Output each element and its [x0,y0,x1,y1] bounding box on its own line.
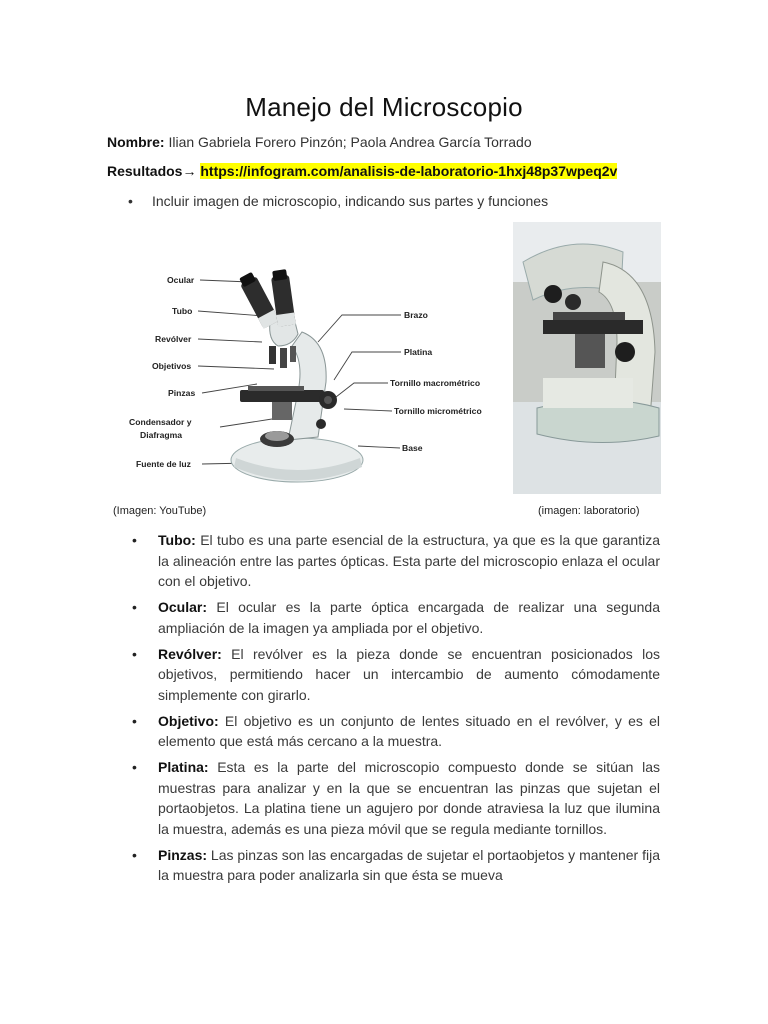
microscope-icon [231,269,363,482]
bullet-icon: • [132,645,137,662]
list-item: • Tubo: El tubo es una parte esencial de la estructura, ya que es la que garantiza la alineación entre las partes ópticas. Esta parte del microscopio enlaza el ocular con el objetivo. [132,532,660,589]
nombre-label: Nombre: [107,134,165,150]
label-ocular: Ocular [167,275,195,285]
caption-left: (Imagen: YouTube) [113,505,207,517]
label-tubo: Tubo [172,306,193,316]
list-item: • Ocular: El ocular es la parte óptica encargada de realizar una segunda ampliación de la imagen ya ampliada por el objetivo. [132,599,660,636]
bullet-icon: • [128,193,133,209]
list-item: • Platina: Esta es la parte del microscopio compuesto donde se sitúan las muestras para analizar y en la que se encuentran las pinzas que sujetan el portaobjetos. La platina tiene un agujero por donde atraviesa la luz que ilumina la muestra, además es una pieza móvil que se regula mediante tornillos. [132,759,660,837]
label-tornillo-micrometrico: Tornillo micrométrico [394,406,482,416]
caption-right: (imagen: laboratorio) [538,505,640,517]
label-platina: Platina [404,347,433,357]
bullet-icon: • [132,599,137,615]
label-diafragma: Diafragma [140,430,183,440]
bullet-icon: • [132,846,137,863]
list-item: • Pinzas: Las pinzas son las encargadas de sujetar el portaobjetos y mantener fija la muestra para poder analizarla sin que ésta se mueva [132,846,660,883]
list-item: • Revólver: El revólver es la pieza donde se encuentran posicionados los objetivos, permitiendo hacer un intercambio de aumento cómodamente simplemente con girarlo. [132,645,660,703]
resultados-link[interactable]: https://infogram.com/analisis-de-laboratorio-1hxj48p37wpeq2v [200,163,618,179]
bullet-icon: • [132,532,137,548]
laboratory-photo [513,222,661,494]
page-title: Manejo del Microscopio [245,92,523,122]
parts-list [132,530,660,891]
label-brazo: Brazo [404,310,428,320]
label-objetivos: Objetivos [152,361,192,371]
nombre-value: Ilian Gabriela Forero Pinzón; Paola Andrea García Torrado [168,134,532,150]
label-pinzas: Pinzas [168,388,196,398]
resultados-label: Resultados→ [107,163,197,179]
microscope-diagram [122,262,502,494]
bullet-icon: • [132,759,137,775]
label-condensador: Condensador y [129,417,192,427]
label-revolver: Revólver [155,334,192,344]
bullet-icon: • [132,712,137,729]
label-fuente-de-luz: Fuente de luz [136,459,191,469]
label-tornillo-macrometrico: Tornillo macrométrico [390,378,481,388]
list-item: • Objetivo: El objetivo es un conjunto de lentes situado en el revólver, y es el elemento que está más cercano a la muestra. [132,712,660,749]
nombre-line [107,134,532,150]
resultados-line [107,163,617,179]
intro-bullet-text: Incluir imagen de microscopio, indicando sus partes y funciones [152,193,549,209]
label-base: Base [402,443,423,453]
